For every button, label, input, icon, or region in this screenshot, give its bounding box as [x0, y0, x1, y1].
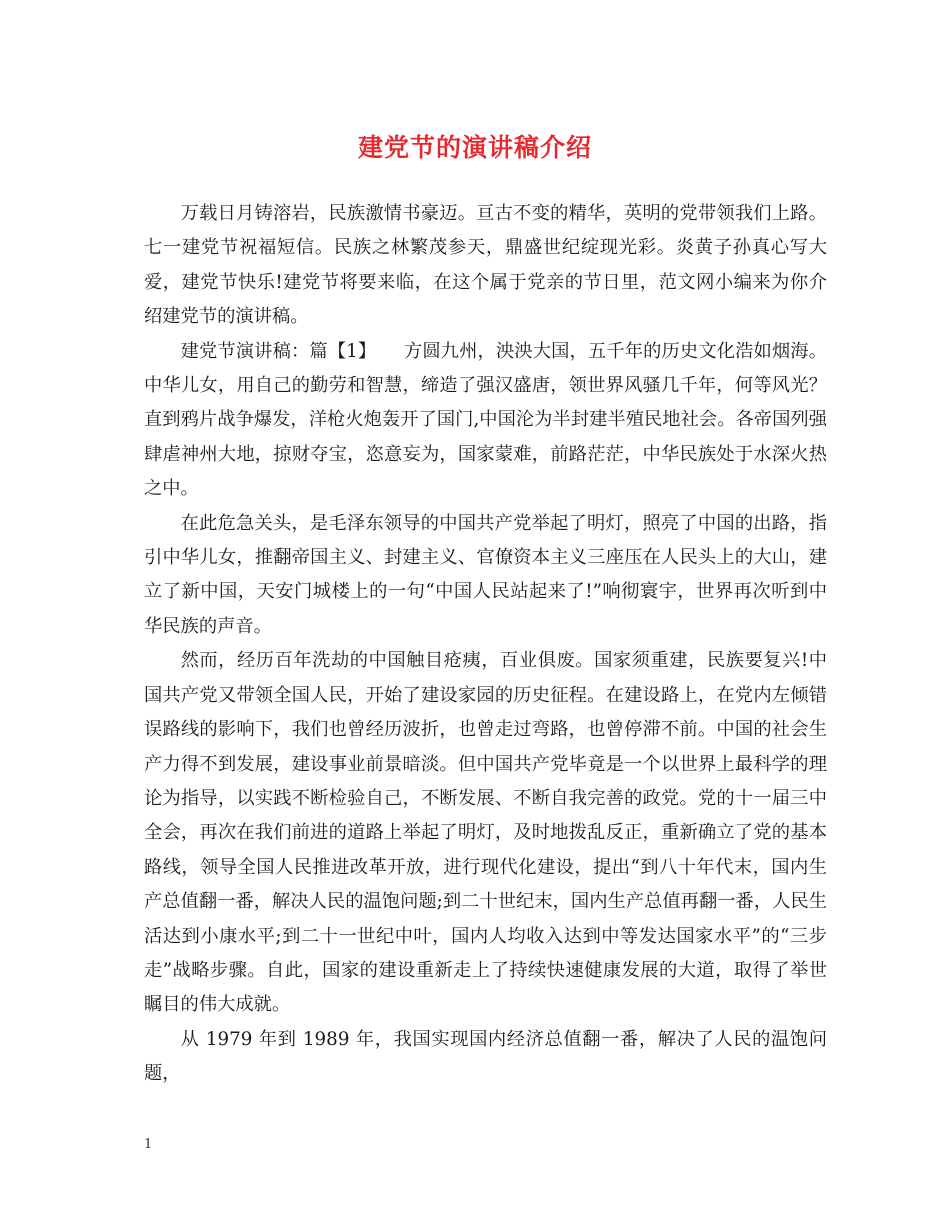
document-body	[144, 197, 827, 1092]
paragraph-4: 然而，经历百年洗劫的中国触目疮痍，百业俱废。国家须重建，民族要复兴!中国共产党又带领全国人民，开始了建设家园的历史征程。在建设路上，在党内左倾错误路线的影响下，我们也曾经历波折，也曾走过弯路，也曾停滞不前。中国的社会生产力得不到发展，建设事业前景暗淡。但中国共产党毕竟是一个以世界上最科学的理论为指导，以实践不断检验自己，不断发展、不断自我完善的政党。党的十一届三中全会，再次在我们前进的道路上举起了明灯，及时地拨乱反正，重新确立了党的基本路线，领导全国人民推进改革开放，进行现代化建设，提出“到八十年代末，国内生产总值翻一番，解决人民的温饱问题;到二十世纪末，国内生产总值再翻一番，人民生活达到小康水平;到二十一世纪中叶，国内人均收入达到中等发达国家水平”的“三步走”战略步骤。自此，国家的建设重新走上了持续快速健康发展的大道，取得了举世瞩目的伟大成就。	[144, 650, 827, 1016]
page-number: 1	[144, 1137, 153, 1152]
paragraph-5: 从 1979 年到 1989 年，我国实现国内经济总值翻一番，解决了人民的温饱问题，	[144, 1028, 827, 1085]
paragraph-1: 万载日月铸溶岩，民族激情书豪迈。亘古不变的精华，英明的党带领我们上路。七一建党节祝福短信。民族之林繁茂参天，鼎盛世纪绽现光彩。炎黄子孙真心写大爱，建党节快乐!建党节将要来临，在这个属于党亲的节日里，范文网小编来为你介绍建党节的演讲稿。	[144, 203, 827, 328]
document-title: 建党节的演讲稿介绍	[357, 133, 592, 162]
paragraph-2: 建党节演讲稿：篇【1】 方圆九州，泱泱大国，五千年的历史文化浩如烟海。中华儿女，用自己的勤劳和智慧，缔造了强汉盛唐，领世界风骚几千年，何等风光？直到鸦片战争爆发，洋枪火炮轰开了国门,中国沦为半封建半殖民地社会。各帝国列强肆虐神州大地，掠财夺宝，恣意妄为，国家蒙难，前路茫茫，中华民族处于水深火热之中。	[144, 340, 827, 500]
paragraph-3: 在此危急关头，是毛泽东领导的中国共产党举起了明灯，照亮了中国的出路，指引中华儿女，推翻帝国主义、封建主义、官僚资本主义三座压在人民头上的大山，建立了新中国，天安门城楼上的一句“中国人民站起来了!”响彻寰宇，世界再次听到中华民族的声音。	[144, 512, 827, 637]
